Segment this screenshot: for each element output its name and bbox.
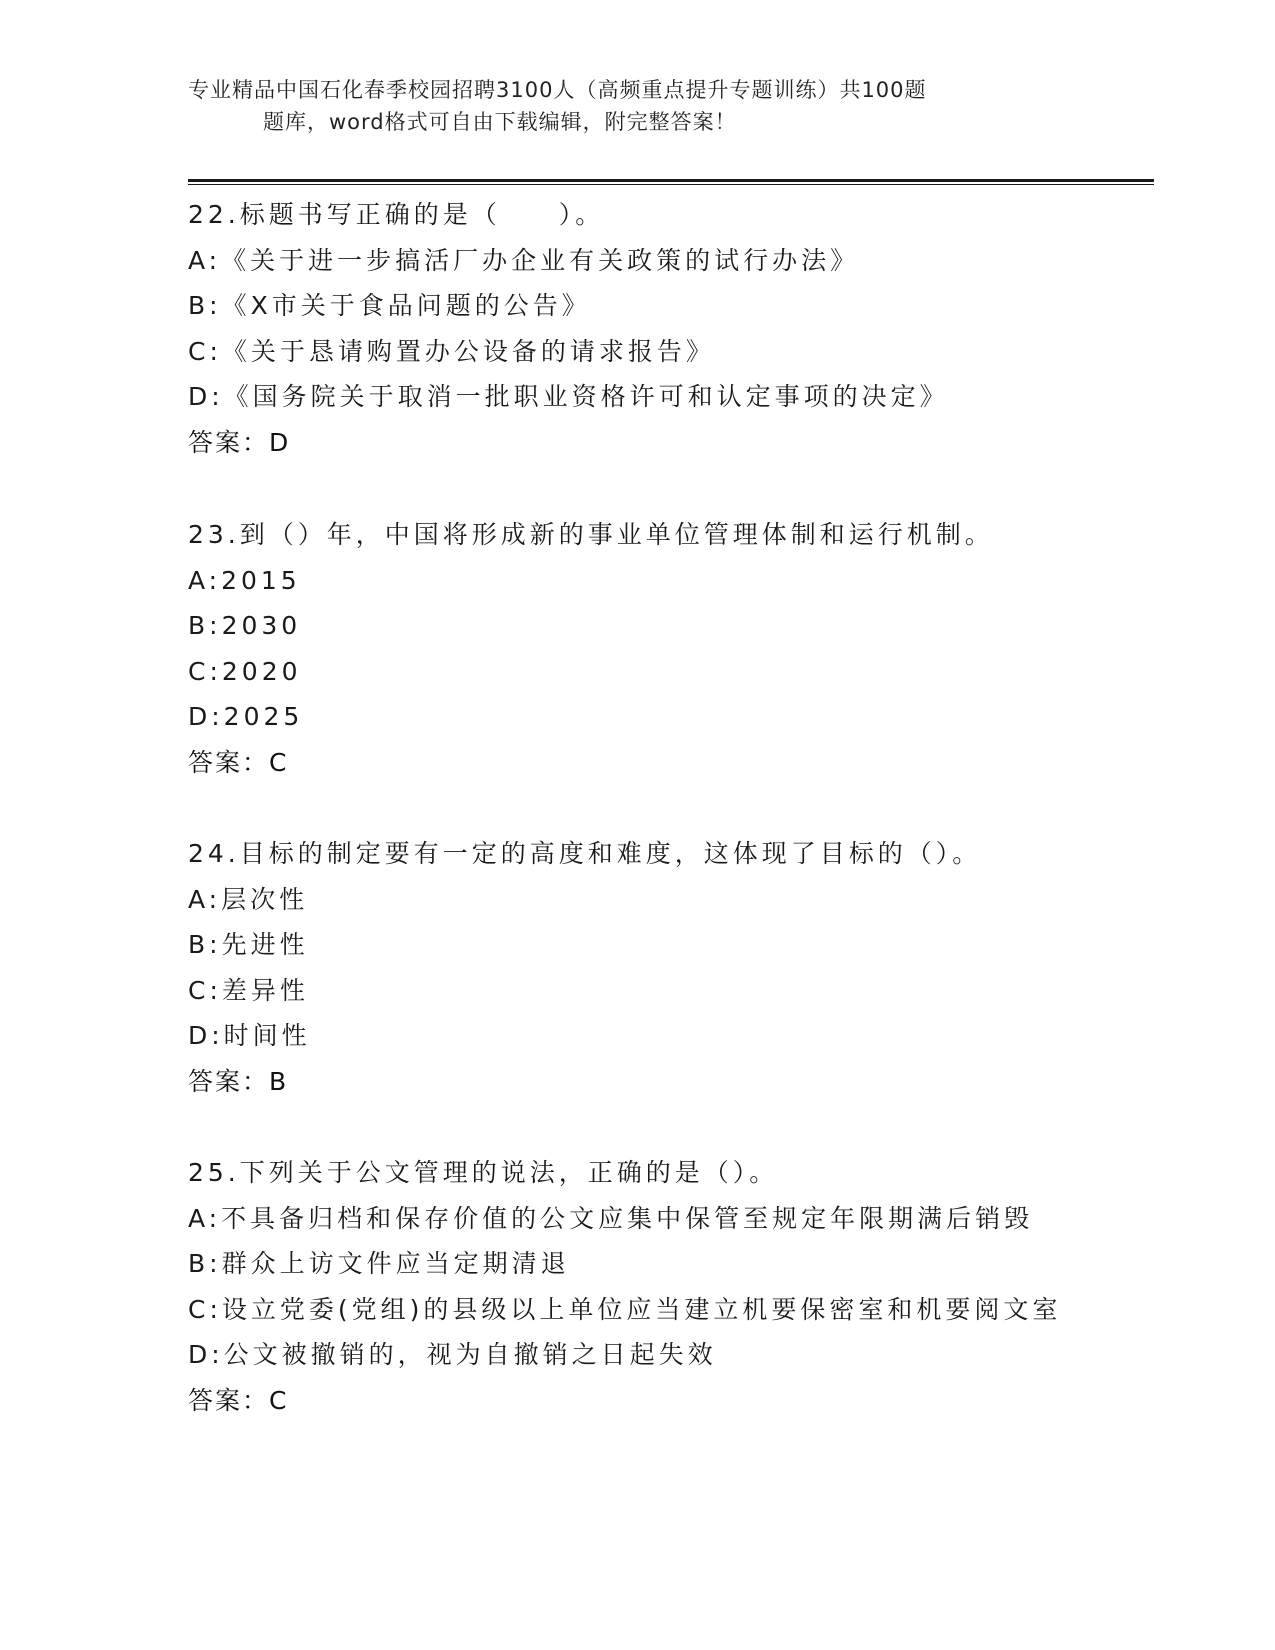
answer-line: 答案：C (188, 747, 289, 777)
question-stem: 25.下列关于公文管理的说法，正确的是（）。 (188, 1158, 779, 1187)
option-d: D:《国务院关于取消一批职业资格许可和认定事项的决定》 (188, 382, 949, 412)
option-c: C:差异性 (188, 975, 309, 1005)
option-b: B:群众上访文件应当定期清退 (188, 1249, 570, 1279)
option-a: A:《关于进一步搞活厂办企业有关政策的试行办法》 (188, 245, 860, 275)
option-a: A:层次性 (188, 884, 309, 914)
question-23 (188, 512, 1188, 786)
question-24 (188, 831, 1188, 1105)
option-d: D:时间性 (188, 1021, 311, 1051)
option-c: C:2020 (188, 656, 302, 686)
option-c: C:《关于恳请购置办公设备的请求报告》 (188, 336, 715, 366)
option-a: A:2015 (188, 565, 301, 595)
header-title-line1: 专业精品中国石化春季校园招聘3100人（高频重点提升专题训练）共100题 (188, 78, 927, 102)
question-22 (188, 192, 1188, 466)
question-stem: 24.目标的制定要有一定的高度和难度，这体现了目标的（）。 (188, 839, 982, 868)
option-b: B:2030 (188, 611, 302, 641)
question-stem: 22.标题书写正确的是（ ）。 (188, 200, 605, 229)
header-title-line2: 题库，word格式可自由下载编辑，附完整答案！ (263, 110, 737, 134)
header-divider-thin (188, 184, 1154, 185)
option-d: D:公文被撤销的，视为自撤销之日起失效 (188, 1340, 717, 1370)
question-stem: 23.到（）年，中国将形成新的事业单位管理体制和运行机制。 (188, 520, 994, 549)
answer-line: 答案：D (188, 427, 291, 457)
answer-line: 答案：B (188, 1066, 289, 1096)
question-25 (188, 1150, 1188, 1424)
option-d: D:2025 (188, 702, 304, 732)
answer-line: 答案：C (188, 1385, 289, 1415)
option-c: C:设立党委(党组)的县级以上单位应当建立机要保密室和机要阅文室 (188, 1294, 1062, 1324)
option-a: A:不具备归档和保存价值的公文应集中保管至规定年限期满后销毁 (188, 1203, 1034, 1233)
option-b: B:先进性 (188, 930, 309, 960)
document-header (188, 74, 1088, 138)
option-b: B:《X市关于食品问题的公告》 (188, 291, 591, 321)
header-divider-thick (188, 179, 1154, 182)
